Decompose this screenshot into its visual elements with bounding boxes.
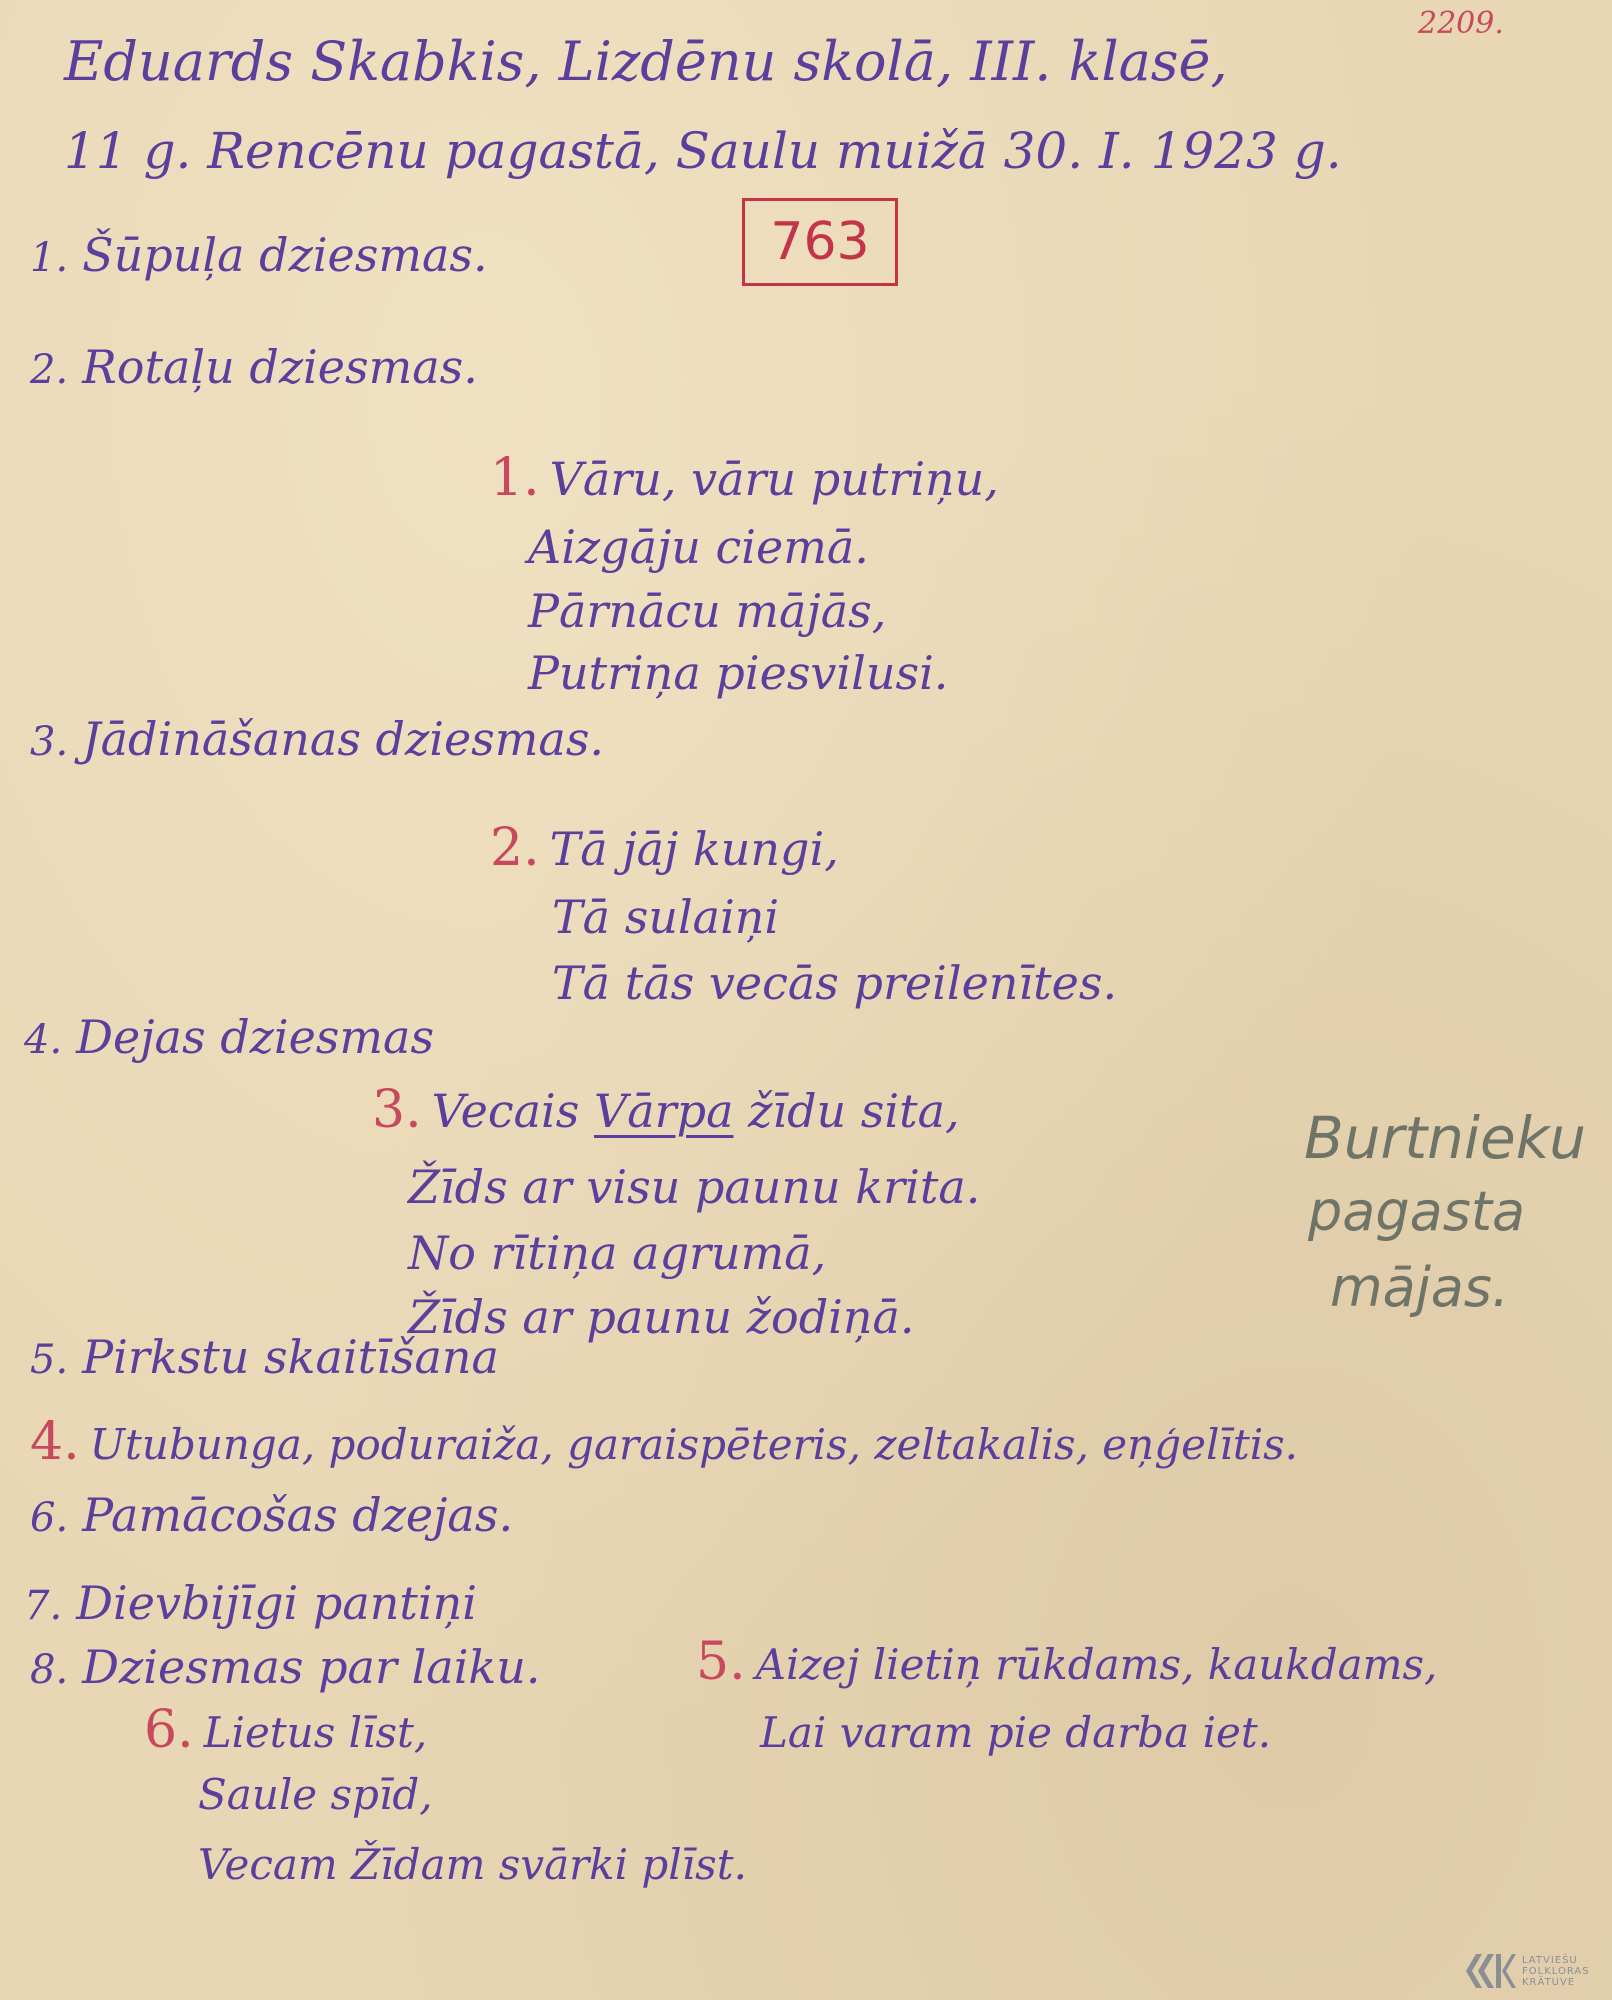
section-3	[30, 712, 604, 766]
verse-3-line-1	[372, 1080, 960, 1140]
verse-line: Tā jāj kungi,	[549, 822, 839, 876]
section-number: 3.	[30, 719, 69, 765]
logo-line: KRĀTUVE	[1522, 1976, 1576, 1988]
verse-line: Aizej lietiņ rūkdams, kaukdams,	[755, 1640, 1438, 1689]
verse-3-line-3: No rītiņa agrumā,	[408, 1226, 827, 1280]
verse-2-line-3: Tā tās vecās preilenītes.	[552, 956, 1118, 1010]
section-7	[24, 1576, 477, 1630]
header-line-2: 11 g. Rencēnu pagastā, Saulu muižā 30. I. 1923 g.	[64, 122, 1342, 180]
section-4	[24, 1010, 434, 1064]
verse-1-line-2: Aizgāju ciemā.	[528, 520, 869, 574]
verse-1-line-3: Pārnācu mājās,	[528, 584, 887, 638]
catalog-number-box: 763	[742, 198, 898, 286]
pencil-note-line-2: pagasta	[1308, 1180, 1526, 1243]
verse-number: 4.	[30, 1412, 80, 1472]
section-number: 7.	[24, 1583, 63, 1629]
verse-line: Utubunga, poduraiža, garaispēteris, zeltakalis, eņģelītis.	[89, 1420, 1299, 1469]
section-number: 4.	[24, 1017, 63, 1063]
section-5	[30, 1330, 499, 1384]
verse-line: žīdu sita,	[748, 1084, 960, 1138]
verse-line-corrected: žodiņā.	[746, 1290, 915, 1344]
section-number: 1.	[30, 235, 69, 281]
logo-line: LATVIEŠU	[1522, 1954, 1578, 1966]
section-title: Jādināšanas dziesmas.	[82, 712, 605, 766]
underlined-name: Vārpa	[593, 1084, 734, 1138]
section-1	[30, 228, 488, 282]
section-title: Pirkstu skaitīšana	[82, 1330, 499, 1384]
verse-3-line-2: Žīds ar visu paunu krita.	[408, 1160, 981, 1214]
section-title: Pamācošas dzejas.	[82, 1488, 514, 1542]
verse-number: 5.	[696, 1632, 746, 1692]
section-title: Rotaļu dziesmas.	[82, 340, 478, 394]
lfk-logo-icon	[1462, 1950, 1516, 1992]
section-8	[30, 1640, 541, 1694]
section-number: 5.	[30, 1337, 69, 1383]
verse-number: 6.	[144, 1700, 194, 1760]
archive-logo	[1462, 1946, 1608, 1996]
section-title: Dejas dziesmas	[76, 1010, 435, 1064]
verse-number: 1.	[490, 448, 540, 508]
verse-line: Lietus līst,	[203, 1708, 428, 1757]
verse-6-line-2: Saule spīd,	[198, 1770, 433, 1819]
section-number: 6.	[30, 1495, 69, 1541]
logo-line: FOLKLORAS	[1522, 1965, 1590, 1977]
verse-line: Vecais	[431, 1084, 580, 1138]
verse-1-line-1	[490, 448, 999, 508]
section-title: Šūpuļa dziesmas.	[82, 228, 488, 282]
verse-number: 3.	[372, 1080, 422, 1140]
verse-5-line-1	[696, 1632, 1437, 1692]
verse-1-line-4: Putriņa piesvilusi.	[528, 646, 949, 700]
verse-line: Vāru, vāru putriņu,	[549, 452, 999, 506]
verse-6-line-3: Vecam Žīdam svārki plīst.	[198, 1840, 747, 1889]
logo-text	[1522, 1955, 1590, 1988]
archive-number: 2209.	[1418, 6, 1504, 41]
section-title: Dievbijīgi pantiņi	[76, 1576, 477, 1630]
section-number: 2.	[30, 347, 69, 393]
verse-number: 2.	[490, 818, 540, 878]
verse-6-line-1	[144, 1700, 427, 1760]
header-line-1: Eduards Skabkis, Lizdēnu skolā, III. klasē,	[64, 30, 1228, 93]
pencil-note-line-1: Burtnieku	[1304, 1104, 1587, 1172]
verse-2-line-2: Tā sulaiņi	[552, 890, 780, 944]
verse-5-line-2: Lai varam pie darba iet.	[760, 1708, 1272, 1757]
section-6	[30, 1488, 513, 1542]
verse-line: Žīds ar paunu	[408, 1290, 733, 1344]
verse-2-line-1	[490, 818, 839, 878]
section-2	[30, 340, 478, 394]
verse-4	[30, 1412, 1298, 1472]
section-number: 8.	[30, 1647, 69, 1693]
pencil-note-line-3: mājas.	[1330, 1256, 1510, 1319]
section-title: Dziesmas par laiku.	[82, 1640, 541, 1694]
